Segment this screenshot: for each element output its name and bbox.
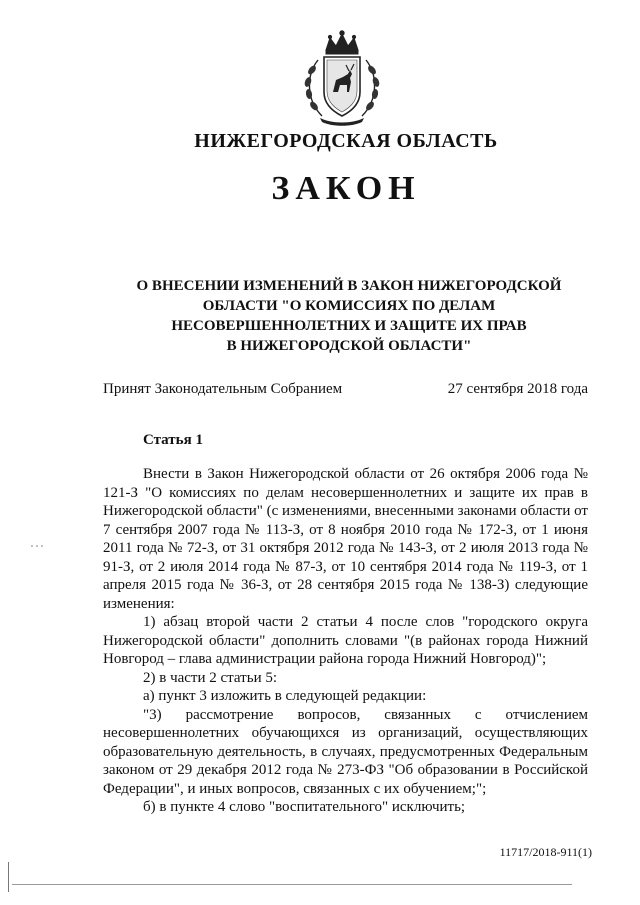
article-paragraph: 1) абзац второй части 2 статьи 4 после слов "городского округа Нижегородской области" дополнить словами "(в районах города Нижний Новгород – глава администрации района города Нижний Новгород)"; [103,614,588,667]
adoption-label: Принят Законодательным Собранием [103,381,343,397]
article-paragraph: "3) рассмотрение вопросов, связанных с отчислением несовершеннолетних обучающихся из организаций, осуществляющих образовательную деятельность, в случаях, предусмотренных Федеральным законом от 29 декабря 2012 года № 273-ФЗ "Об образовании в Российской Федерации", и иных вопросов, связанных с их обучением;"; [103,706,588,797]
scan-edge-mark [8,862,9,892]
margin-dots-mark [30,543,44,549]
article-paragraph: Внести в Закон Нижегородской области от 26 октября 2006 года № 121-З "О комиссиях по делам несовершеннолетних и защите их прав в Нижегородской области" (с изменениями, внесенными законами области от 7 сентября 2007 года № 113-З, от 8 ноября 2010 года № 172-З, от 1 июня 2011 года № 72-З, от 31 октября 2012 года № 143-З, от 2 июля 2013 года № 91-З, от 2 июля 2014 года № 87-З, от 10 сентября 2014 года № 119-З, от 1 апреля 2015 года № 36-З, от 28 сентября 2015 года № 138-З) следующие изменения: [103,466,588,612]
article-heading: Статья 1 [143,432,203,448]
law-name-line: О ВНЕСЕНИИ ИЗМЕНЕНИЙ В ЗАКОН НИЖЕГОРОДСКОЙ [136,278,562,294]
article-body [103,465,588,817]
scan-bottom-line [12,884,572,885]
article-paragraph: 2) в части 2 статьи 5: [143,669,278,686]
coat-of-arms-emblem [296,30,388,130]
law-name-heading [130,276,568,356]
adoption-date: 27 сентября 2018 года [447,381,588,397]
document-number: 11717/2018-911(1) [499,845,592,859]
region-title: НИЖЕГОРОДСКАЯ ОБЛАСТЬ [194,130,498,152]
law-name-line: НЕСОВЕРШЕННОЛЕТНИХ И ЗАЩИТЕ ИХ ПРАВ [171,318,527,334]
document-type-title: ЗАКОН [271,170,421,207]
law-name-line: ОБЛАСТИ "О КОМИССИЯХ ПО ДЕЛАМ [202,298,496,314]
law-name-line: В НИЖЕГОРОДСКОЙ ОБЛАСТИ" [226,338,472,354]
article-paragraph: а) пункт 3 изложить в следующей редакции: [143,688,427,704]
article-paragraph: б) в пункте 4 слово "воспитательного" исключить; [143,799,466,815]
